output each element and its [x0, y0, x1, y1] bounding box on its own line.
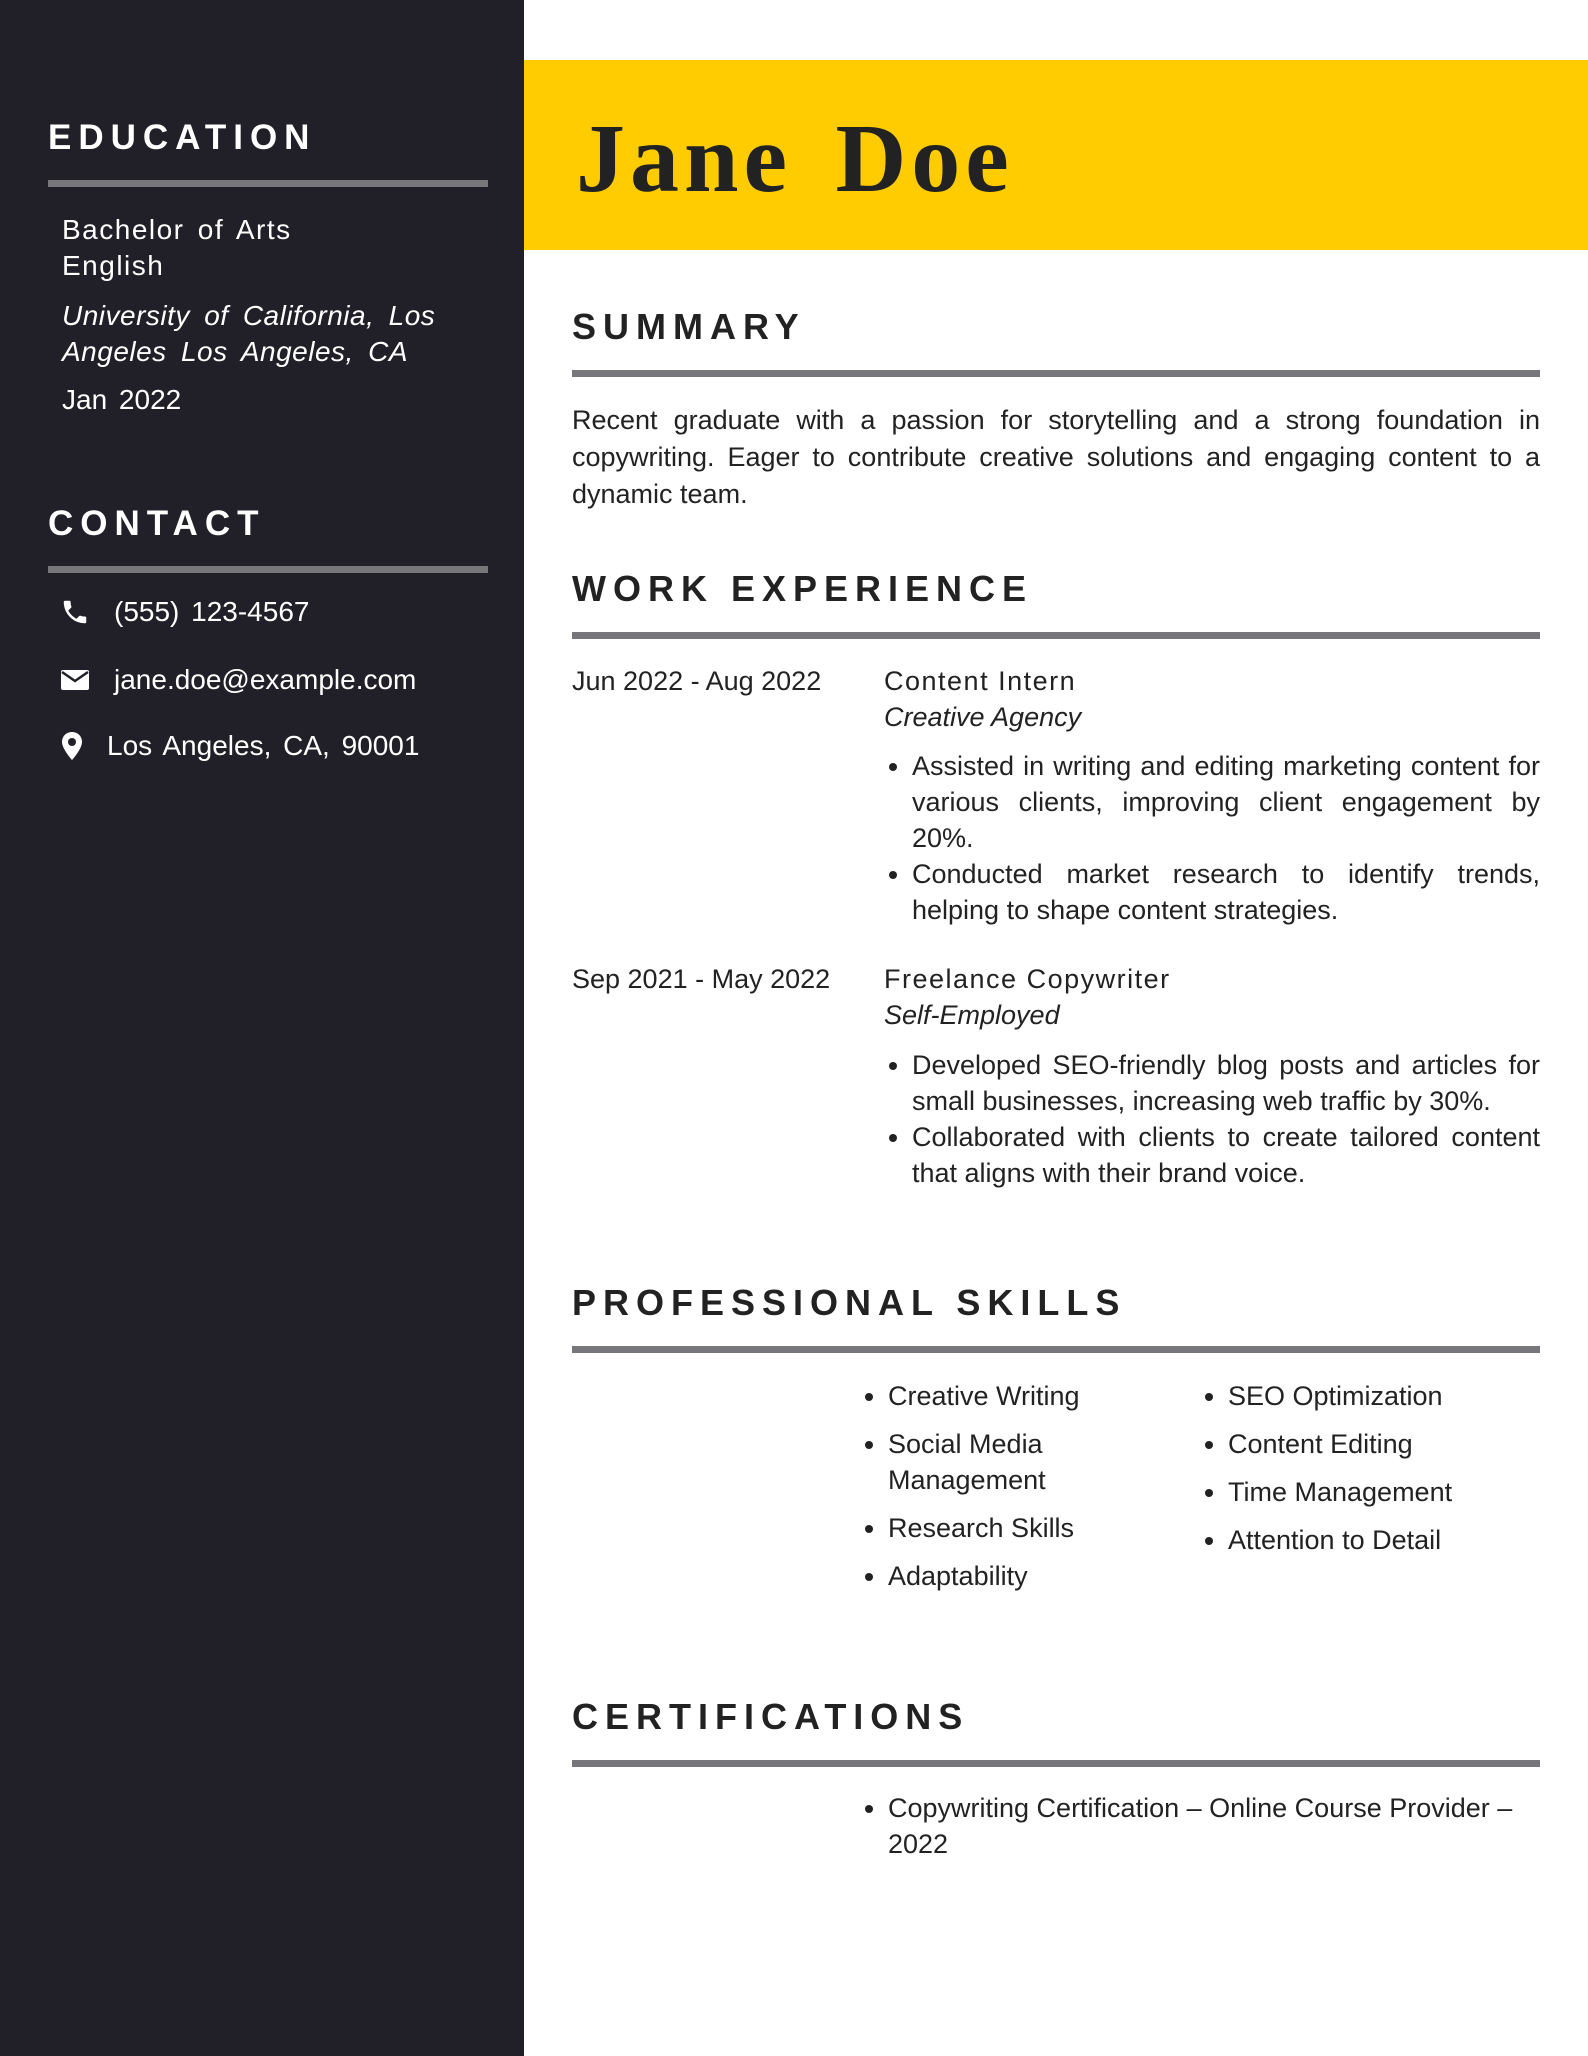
job-title: Freelance Copywriter	[884, 964, 1171, 994]
contact-location	[60, 730, 419, 762]
skills-column-1	[856, 1378, 1188, 1606]
summary-heading: SUMMARY	[572, 306, 806, 347]
job-organization: Creative Agency	[884, 702, 1082, 732]
map-pin-icon	[60, 731, 107, 761]
certifications-divider	[572, 1760, 1540, 1767]
skill-item: • SEO Optimization	[1228, 1378, 1572, 1414]
skills-column-2	[1196, 1378, 1572, 1570]
skill-item: • Content Editing	[1228, 1426, 1572, 1462]
work-heading: WORK EXPERIENCE	[572, 568, 1034, 609]
phone-icon	[60, 597, 114, 627]
phone-number[interactable]: (555) 123-4567	[114, 596, 310, 627]
skills-heading: PROFESSIONAL SKILLS	[572, 1282, 1127, 1323]
list-item: • Assisted in writing and editing marketing content for various clients, improving client engagement by 20%.	[912, 748, 1540, 856]
sidebar	[0, 0, 524, 2056]
job-dates: Jun 2022 - Aug 2022	[572, 666, 822, 696]
work-divider	[572, 632, 1540, 639]
certifications-heading: CERTIFICATIONS	[572, 1696, 970, 1737]
skill-item: • Time Management	[1228, 1474, 1572, 1510]
job-organization: Self-Employed	[884, 1000, 1060, 1030]
education-heading: EDUCATION	[48, 118, 317, 157]
contact-divider	[48, 566, 488, 573]
job-title: Content Intern	[884, 666, 1077, 696]
certifications-list	[856, 1790, 1540, 1862]
education-school: University of California, Los Angeles Los Angeles, CA	[62, 300, 436, 367]
education-degree	[62, 212, 292, 284]
job-bullets	[884, 748, 1540, 928]
location-text: Los Angeles, CA, 90001	[107, 730, 420, 761]
contact-phone	[60, 596, 309, 628]
contact-email	[60, 664, 416, 696]
envelope-icon	[60, 668, 114, 692]
candidate-name: Jane Doe	[576, 105, 1014, 213]
contact-heading: CONTACT	[48, 504, 266, 543]
summary-text: Recent graduate with a passion for storytelling and a strong foundation in copywriting. Eager to contribute creative solutions and engaging content to a dynamic team.	[572, 405, 1540, 509]
degree-name: Bachelor of Arts	[62, 214, 292, 245]
job-bullets	[884, 1047, 1540, 1191]
education-divider	[48, 180, 488, 187]
degree-major: English	[62, 250, 165, 281]
name-banner	[524, 60, 1588, 250]
skill-item: • Attention to Detail	[1228, 1522, 1572, 1558]
certification-item: • Copywriting Certification – Online Course Provider – 2022	[888, 1790, 1540, 1862]
list-item: • Collaborated with clients to create tailored content that aligns with their brand voice.	[912, 1119, 1540, 1191]
skill-item: • Research Skills	[888, 1510, 1188, 1546]
education-date: Jan 2022	[62, 384, 182, 415]
job-dates: Sep 2021 - May 2022	[572, 964, 831, 994]
summary-divider	[572, 370, 1540, 377]
list-item: • Developed SEO-friendly blog posts and articles for small businesses, increasing web traffic by 30%.	[912, 1047, 1540, 1119]
skills-divider	[572, 1346, 1540, 1353]
email-address[interactable]: jane.doe@example.com	[114, 664, 417, 695]
skill-item: • Adaptability	[888, 1558, 1188, 1594]
list-item: • Conducted market research to identify trends, helping to shape content strategies.	[912, 856, 1540, 928]
skill-item: • Creative Writing	[888, 1378, 1188, 1414]
skill-item: • Social Media Management	[888, 1426, 1188, 1498]
